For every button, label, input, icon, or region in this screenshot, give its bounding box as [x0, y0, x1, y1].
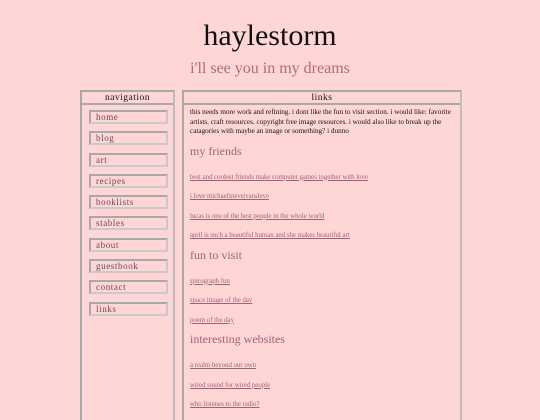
- nav-item-blog[interactable]: blog: [89, 131, 168, 145]
- link-list-fun-to-visit: [190, 270, 452, 329]
- link-list-my-friends: [190, 166, 452, 244]
- navigation-panel: [80, 90, 175, 420]
- nav-item-booklists[interactable]: booklists: [89, 195, 168, 209]
- nav-item-about[interactable]: about: [89, 238, 168, 252]
- nav-item-art[interactable]: art: [89, 153, 168, 167]
- nav-item-contact[interactable]: contact: [89, 280, 168, 294]
- nav-item-recipes[interactable]: recipes: [89, 174, 168, 188]
- navigation-title: navigation: [82, 92, 173, 105]
- link-radio[interactable]: who listenes to the radio?: [190, 401, 260, 408]
- nav-item-home[interactable]: home: [89, 110, 168, 124]
- link-list-interesting-websites: [190, 354, 452, 413]
- nav-item-links[interactable]: links: [89, 302, 168, 316]
- links-title: links: [184, 92, 460, 105]
- link-friends-april[interactable]: april is such a beautiful human and she makes beautiful art: [190, 232, 350, 239]
- link-friends-lucas[interactable]: lucas is one of the best people in the whole world: [190, 212, 325, 220]
- link-friends-computer-games[interactable]: best and coolest friends make computer games together with love: [190, 173, 368, 181]
- section-heading-my-friends: my friends: [190, 143, 242, 158]
- nav-list: [82, 105, 173, 316]
- nav-item-guestbook[interactable]: guestbook: [89, 259, 168, 273]
- link-friends-michael[interactable]: i love michael|steve|vansleve: [190, 193, 269, 200]
- links-panel: [182, 90, 462, 420]
- site-title: haylestorm: [203, 19, 337, 52]
- link-realm-beyond[interactable]: a realm beyond our own: [190, 362, 257, 369]
- nav-item-stables[interactable]: stables: [89, 216, 168, 230]
- link-wired-sound[interactable]: wired sound for wired people: [190, 381, 271, 389]
- link-space-image[interactable]: space image of the day: [190, 297, 253, 304]
- intro-text: this needs more work and refining. i dont like the fun to visit section. i would like: favorite artists. craft resources. copyright free image resources. i would also like to break up the catagories with maybe an image or something? i dunno: [190, 108, 451, 135]
- section-heading-interesting-websites: interesting websites: [190, 332, 285, 346]
- site-tagline: i'll see you in my dreams: [190, 60, 350, 77]
- section-heading-fun-to-visit: fun to visit: [190, 247, 243, 262]
- link-poem[interactable]: poem of the day: [190, 316, 234, 324]
- link-spirograph[interactable]: spirograph fun: [190, 277, 230, 285]
